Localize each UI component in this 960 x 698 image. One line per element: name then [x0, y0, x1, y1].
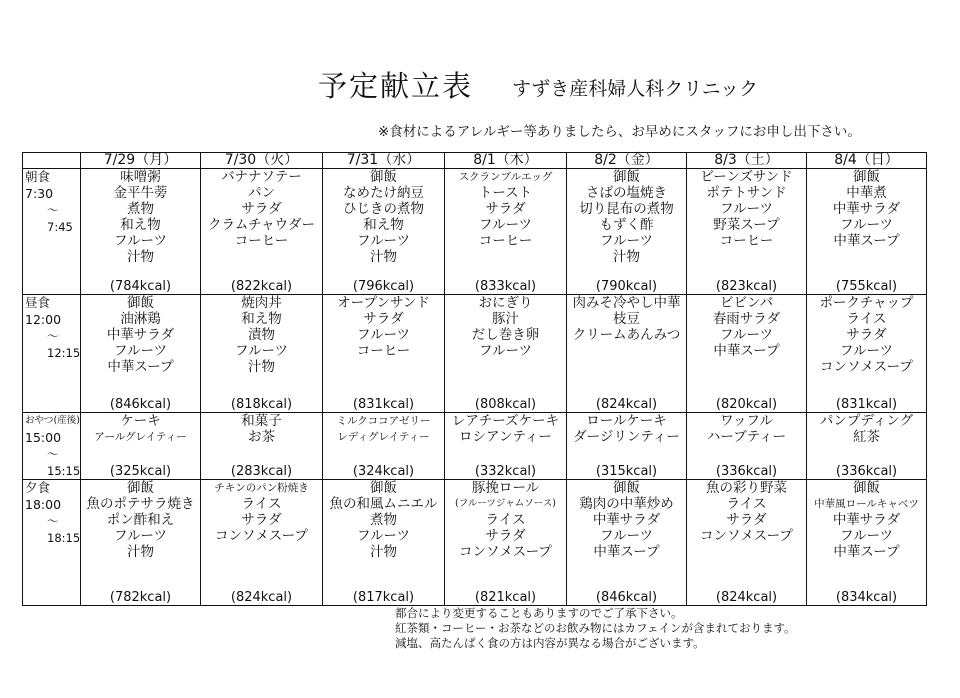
clinic-name: すずき産科婦人科クリニック	[512, 78, 759, 100]
menu-item: クリームあんみつ	[572, 327, 681, 343]
meal-end-time: ～15:15	[47, 447, 81, 478]
menu-items	[201, 480, 322, 544]
menu-item: 中華スープ	[833, 544, 900, 560]
menu-item: 枝豆	[613, 311, 640, 327]
menu-item: 鶏肉の中華炒め	[579, 496, 674, 512]
menu-item: なめたけ納豆	[343, 185, 424, 201]
menu-item: フルーツ	[600, 528, 653, 544]
menu-item: 油淋鶏	[120, 311, 161, 327]
meal-label-cell	[23, 295, 81, 413]
kcal-label: (818kcal)	[230, 397, 293, 412]
day-header: 8/4（日）	[807, 153, 927, 169]
menu-items	[567, 413, 686, 445]
menu-item: ロールケーキ	[586, 413, 667, 429]
kcal-label: (790kcal)	[595, 279, 658, 294]
menu-item: コーヒー	[719, 233, 774, 249]
menu-item: 漬物	[248, 327, 275, 343]
menu-item: 魚のポテサラ焼き	[86, 496, 195, 512]
meal-name: おやつ(産後)	[25, 415, 80, 426]
menu-cell	[567, 169, 687, 295]
kcal-label: (817kcal)	[352, 590, 415, 605]
menu-items	[81, 295, 200, 375]
menu-item: ポテトサンド	[706, 185, 787, 201]
menu-items	[687, 169, 806, 249]
menu-item: ライス	[485, 512, 526, 528]
menu-items	[201, 169, 322, 249]
menu-item: もずく酢	[599, 217, 654, 233]
menu-item: 御飯	[613, 169, 640, 185]
menu-item: 金平牛蒡	[113, 185, 168, 201]
menu-item: 豚汁	[492, 311, 519, 327]
menu-item: 汁物	[613, 249, 640, 265]
kcal-label: (821kcal)	[474, 590, 537, 605]
menu-item: 汁物	[370, 249, 397, 265]
day-header: 8/2（金）	[567, 153, 687, 169]
menu-item: ケーキ	[120, 413, 161, 429]
menu-items	[807, 480, 926, 560]
menu-items	[807, 295, 926, 375]
menu-cell	[807, 169, 927, 295]
menu-item: 和え物	[241, 311, 282, 327]
menu-item: ロシアンティー	[459, 429, 552, 445]
footer-line: 減塩、高たんぱく食の方は内容が異なる場合がございます。	[395, 636, 705, 650]
meal-time: 7:30	[25, 185, 54, 201]
menu-item: フルーツ	[600, 233, 653, 249]
kcal-label: (808kcal)	[474, 397, 537, 412]
menu-item: ワッフル	[720, 413, 773, 429]
menu-item: 汁物	[127, 544, 154, 560]
menu-items	[323, 295, 444, 359]
menu-item: パン	[248, 185, 275, 201]
menu-cell	[445, 480, 567, 606]
menu-items	[323, 413, 444, 445]
menu-item: ハーブティー	[706, 429, 787, 445]
kcal-label: (336kcal)	[835, 464, 898, 479]
kcal-label: (833kcal)	[474, 279, 537, 294]
menu-item: 野菜スープ	[713, 217, 780, 233]
menu-item: 中華スープ	[107, 359, 174, 375]
menu-item: 和菓子	[241, 413, 282, 429]
menu-item: お茶	[248, 429, 275, 445]
day-header: 8/3（土）	[687, 153, 807, 169]
menu-item: 紅茶	[853, 429, 880, 445]
menu-cell	[687, 480, 807, 606]
menu-item: 魚の彩り野菜	[706, 480, 787, 496]
menu-item: フルーツ	[357, 528, 410, 544]
kcal-label: (834kcal)	[835, 590, 898, 605]
menu-item: サラダ	[363, 311, 404, 327]
menu-cell	[687, 169, 807, 295]
menu-item: (フルーツジャムソース)	[455, 498, 556, 509]
kcal-label: (784kcal)	[109, 279, 172, 294]
kcal-label: (823kcal)	[715, 279, 778, 294]
page-title: 予定献立表	[318, 69, 474, 103]
menu-item: フルーツ	[720, 327, 773, 343]
menu-cell	[687, 295, 807, 413]
menu-item: コンソメスープ	[820, 359, 913, 375]
menu-item: 御飯	[127, 480, 154, 496]
menu-item: 汁物	[127, 249, 154, 265]
menu-item: 御飯	[853, 169, 880, 185]
menu-item: サラダ	[241, 512, 282, 528]
menu-item: 中華煮	[846, 185, 887, 201]
day-header: 7/31（水）	[323, 153, 445, 169]
menu-item: 中華風ロールキャベツ	[814, 498, 919, 510]
menu-item: 焼肉丼	[241, 295, 282, 311]
allergy-note: ※食材によるアレルギー等ありましたら、お早めにスタッフにお申し出下さい。	[378, 124, 861, 140]
meal-row	[23, 169, 927, 295]
meal-label-cell	[23, 480, 81, 606]
menu-item: ライス	[846, 311, 887, 327]
meal-row	[23, 295, 927, 413]
menu-item: フルーツ	[840, 217, 893, 233]
kcal-label: (324kcal)	[352, 464, 415, 479]
kcal-label: (824kcal)	[715, 590, 778, 605]
menu-cell	[201, 480, 323, 606]
footer-line: 都合により変更することもありますのでご了承下さい。	[395, 606, 683, 620]
menu-item: フルーツ	[720, 201, 773, 217]
menu-item: スクランブルエッグ	[458, 171, 553, 183]
menu-item: サラダ	[485, 528, 526, 544]
kcal-label: (822kcal)	[230, 279, 293, 294]
menu-item: フルーツ	[840, 343, 893, 359]
menu-item: 味噌粥	[120, 169, 161, 185]
menu-item: アールグレイティー	[94, 431, 187, 443]
menu-cell	[807, 413, 927, 480]
day-header-row	[23, 153, 927, 169]
menu-item: ポークチャップ	[819, 295, 914, 311]
menu-item: オープンサンド	[337, 295, 430, 311]
menu-cell	[445, 295, 567, 413]
meal-time: 18:00	[25, 496, 62, 512]
meal-time: 12:00	[25, 311, 62, 327]
menu-item: 肉みそ冷やし中華	[572, 295, 681, 311]
menu-cell	[201, 295, 323, 413]
menu-item: ポン酢和え	[106, 512, 175, 528]
menu-item: コーヒー	[478, 233, 533, 249]
kcal-label: (824kcal)	[230, 590, 293, 605]
menu-item: レアチーズケーキ	[451, 413, 560, 429]
meal-time: 15:00	[25, 429, 62, 445]
menu-cell	[445, 169, 567, 295]
menu-cell	[323, 480, 445, 606]
menu-cell	[323, 295, 445, 413]
menu-cell	[807, 480, 927, 606]
menu-cell	[81, 480, 201, 606]
menu-item: 汁物	[248, 359, 275, 375]
menu-items	[567, 169, 686, 265]
menu-item: ライス	[726, 496, 767, 512]
menu-items	[81, 480, 200, 560]
menu-item: 煮物	[127, 201, 154, 217]
menu-item: レディグレイティー	[337, 431, 430, 443]
kcal-label: (831kcal)	[835, 397, 898, 412]
menu-items	[807, 169, 926, 249]
kcal-label: (782kcal)	[109, 590, 172, 605]
meal-end-time: ～7:45	[47, 203, 73, 234]
day-header: 8/1（木）	[445, 153, 567, 169]
day-header: 7/30（火）	[201, 153, 323, 169]
menu-items	[445, 480, 566, 560]
menu-item: フルーツ	[114, 233, 167, 249]
meal-label-cell	[23, 413, 81, 480]
menu-item: 中華スープ	[713, 343, 780, 359]
menu-item: コーヒー	[356, 343, 411, 359]
menu-item: 中華スープ	[833, 233, 900, 249]
menu-item: ひじきの煮物	[343, 201, 424, 217]
menu-item: トースト	[478, 185, 533, 201]
menu-items	[81, 169, 200, 265]
menu-item: パンプディング	[819, 413, 914, 429]
menu-cell	[687, 413, 807, 480]
menu-item: 和え物	[363, 217, 404, 233]
menu-cell	[323, 413, 445, 480]
menu-item: 中華サラダ	[592, 512, 661, 528]
menu-items	[687, 413, 806, 445]
menu-item: 豚挽ロール	[471, 480, 540, 496]
footer-notes	[395, 606, 796, 651]
menu-items	[445, 169, 566, 249]
kcal-label: (315kcal)	[595, 464, 658, 479]
menu-item: コンソメスープ	[700, 528, 793, 544]
kcal-label: (824kcal)	[595, 397, 658, 412]
corner-cell	[23, 153, 81, 169]
menu-item: コンソメスープ	[215, 528, 308, 544]
menu-item: フルーツ	[235, 343, 288, 359]
menu-item: ミルクココアゼリー	[336, 415, 431, 427]
menu-items	[81, 413, 200, 445]
menu-item: ビビンバ	[719, 295, 774, 311]
menu-table	[22, 152, 927, 606]
menu-item: 中華サラダ	[106, 327, 175, 343]
menu-item: だし巻き卵	[471, 327, 540, 343]
menu-item: さばの塩焼き	[586, 185, 667, 201]
menu-item: ビーンズサンド	[700, 169, 793, 185]
menu-cell	[445, 413, 567, 480]
menu-cell	[807, 295, 927, 413]
menu-item: ダージリンティー	[573, 429, 680, 445]
menu-item: 魚の和風ムニエル	[329, 496, 438, 512]
menu-item: コーヒー	[234, 233, 289, 249]
menu-items	[807, 413, 926, 445]
menu-items	[567, 480, 686, 560]
kcal-label: (846kcal)	[109, 397, 172, 412]
meal-label-cell	[23, 169, 81, 295]
menu-items	[323, 480, 444, 560]
menu-items	[567, 295, 686, 343]
menu-item: バナナソテー	[221, 169, 302, 185]
menu-items	[687, 480, 806, 544]
menu-items	[201, 295, 322, 375]
menu-item: フルーツ	[114, 343, 167, 359]
menu-cell	[201, 413, 323, 480]
kcal-label: (283kcal)	[230, 464, 293, 479]
menu-item: 御飯	[370, 480, 397, 496]
menu-cell	[567, 413, 687, 480]
meal-name: 朝食	[25, 169, 51, 184]
menu-cell	[567, 295, 687, 413]
meal-name: 夕食	[25, 480, 51, 495]
menu-item: クラムチャウダー	[207, 217, 316, 233]
menu-items	[323, 169, 444, 265]
kcal-label: (755kcal)	[835, 279, 898, 294]
menu-items	[201, 413, 322, 445]
menu-item: コンソメスープ	[459, 544, 552, 560]
menu-item: サラダ	[846, 327, 887, 343]
menu-cell	[323, 169, 445, 295]
menu-item: 御飯	[853, 480, 880, 496]
menu-cell	[201, 169, 323, 295]
menu-cell	[81, 295, 201, 413]
menu-cell	[81, 413, 201, 480]
menu-items	[687, 295, 806, 359]
footer-line: 紅茶類・コーヒー・お茶などのお飲み物にはカフェインが含まれております。	[395, 621, 796, 635]
menu-item: 中華サラダ	[832, 201, 901, 217]
meal-end-time: ～18:15	[47, 514, 81, 545]
kcal-label: (336kcal)	[715, 464, 778, 479]
meal-name: 昼食	[25, 295, 51, 310]
menu-item: チキンのパン粉焼き	[214, 482, 309, 494]
kcal-label: (332kcal)	[474, 464, 537, 479]
menu-item: 煮物	[370, 512, 397, 528]
kcal-label: (796kcal)	[352, 279, 415, 294]
kcal-label: (846kcal)	[595, 590, 658, 605]
menu-item: 汁物	[370, 544, 397, 560]
meal-row	[23, 480, 927, 606]
menu-item: 御飯	[370, 169, 397, 185]
meal-row	[23, 413, 927, 480]
menu-cell	[81, 169, 201, 295]
menu-item: 中華サラダ	[832, 512, 901, 528]
menu-item: 春雨サラダ	[712, 311, 781, 327]
meal-end-time: ～12:15	[47, 329, 81, 360]
menu-item: おにぎり	[478, 295, 533, 311]
kcal-label: (820kcal)	[715, 397, 778, 412]
kcal-label: (325kcal)	[109, 464, 172, 479]
menu-cell	[567, 480, 687, 606]
menu-item: フルーツ	[357, 327, 410, 343]
menu-item: フルーツ	[114, 528, 167, 544]
menu-items	[445, 413, 566, 445]
menu-item: 和え物	[120, 217, 161, 233]
menu-item: ライス	[241, 496, 282, 512]
menu-item: 切り昆布の煮物	[579, 201, 674, 217]
menu-item: サラダ	[726, 512, 767, 528]
menu-item: 中華スープ	[593, 544, 660, 560]
menu-item: サラダ	[485, 201, 526, 217]
menu-item: サラダ	[241, 201, 282, 217]
menu-item: フルーツ	[479, 217, 532, 233]
menu-items	[445, 295, 566, 359]
menu-item: 御飯	[127, 295, 154, 311]
menu-item: フルーツ	[840, 528, 893, 544]
menu-item: フルーツ	[357, 233, 410, 249]
menu-item: 御飯	[613, 480, 640, 496]
menu-item: フルーツ	[479, 343, 532, 359]
day-header: 7/29（月）	[81, 153, 201, 169]
kcal-label: (831kcal)	[352, 397, 415, 412]
